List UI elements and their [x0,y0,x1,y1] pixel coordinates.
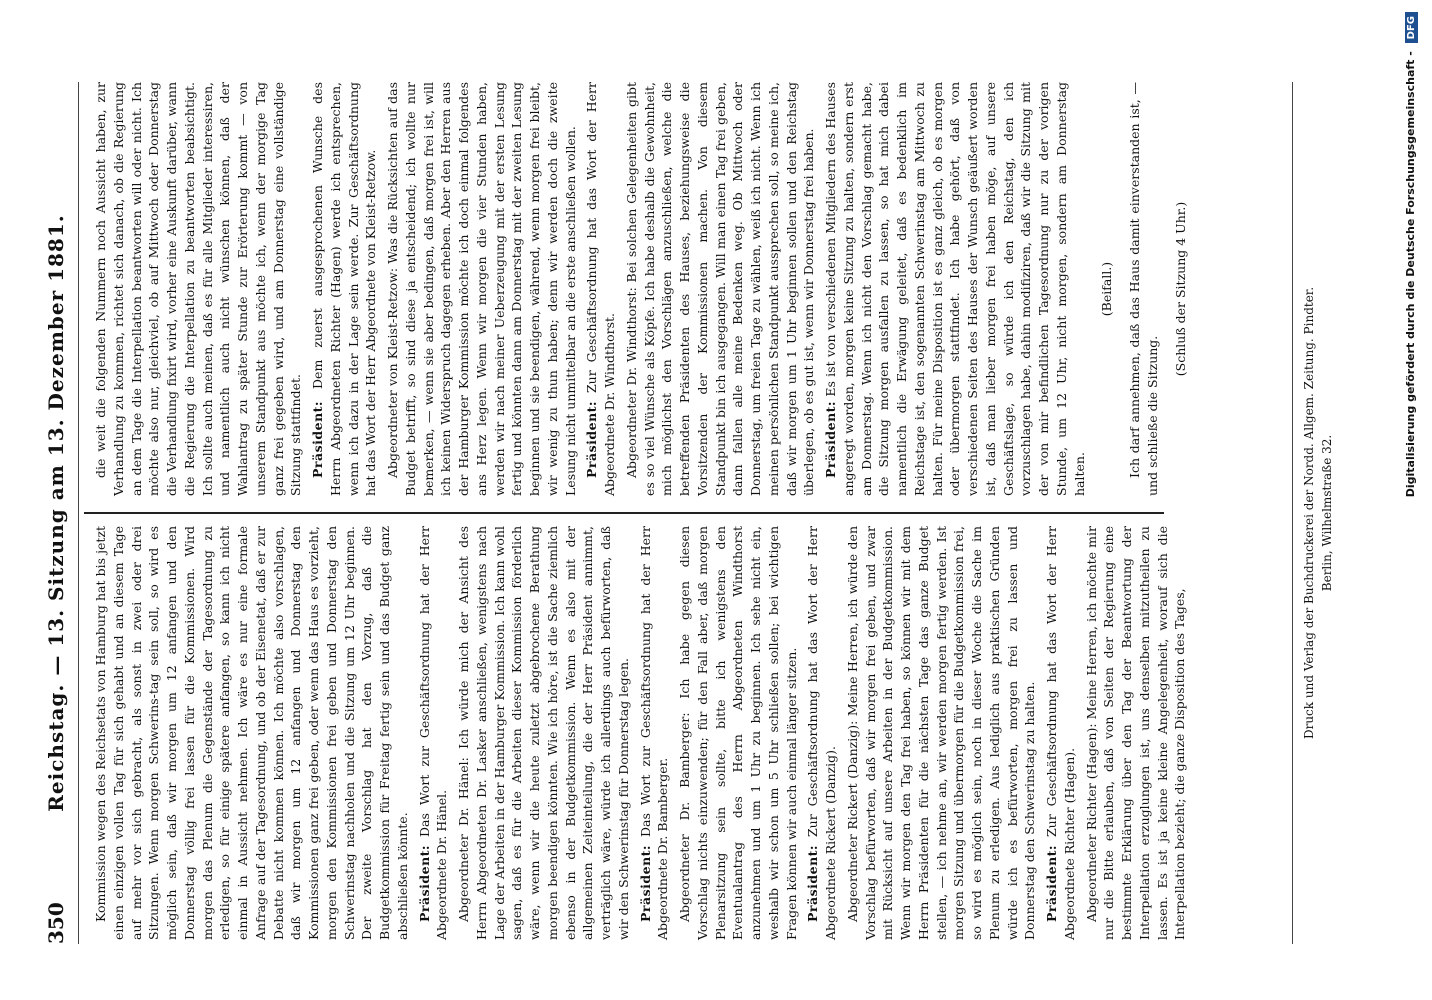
paragraph-text: Abgeordneter Dr. Windthorst: Bei solchen Gelegenheiten gibt es so viel Wünsche als Köpfe. Ich habe deshalb die Gewohnheit, mich möglichst den Vorschlägen anzuschließen, welche die betreffenden Präsidenten des Hauses, beziehungsweise die Vorsitzenden der Kommissionen machen. Von diesem Standpunkt bin ich ausgegangen. Will man einen Tag frei geben, dann fallen alle meine Bedenken weg. Ob Mittwoch oder Donnerstag, um freien Tage zu wählen, weiß ich nicht. Wenn ich meinen persönlichen Standpunkt aussprechen soll, so meine ich, daß wir morgen um 1 Uhr beginnen sollen und den Reichstag überlegen, ob es gut ist, wenn wir Donnerstag frei haben. [623,82,817,496]
paragraph [676,526,800,940]
right-column [92,82,1199,496]
digitization-notice [1404,0,1418,1000]
stage-direction [1098,82,1116,496]
paragraph [637,526,673,940]
paragraph [384,82,579,496]
paragraph [822,82,1088,496]
paragraph-text: Dem zuerst ausgesprochenen Wunsche des Herrn Abgeordneten Richter (Hagen) werde ich entsprechen, wenn ich dazu in der Lage sein werde. Zur Geschäftsordnung hat das Wort der Herr Abgeordnete von Kleist-Retzow. [310,82,379,496]
paragraph [1083,526,1190,940]
speaker-label: Präsident: [1044,844,1059,922]
paragraph [583,82,619,496]
imprint-line-1: Druck und Verlag der Buchdruckerei der Nordd. Allgem. Zeitung. Pindter. [1302,286,1316,740]
paragraph [92,526,412,940]
paragraph [92,82,305,496]
speaker-label: Präsident: [637,844,653,922]
page-number: 350 [44,902,68,944]
paragraph-text: (Schluß der Sitzung 4 Uhr.) [1172,201,1188,377]
stage-direction [1172,82,1190,496]
paragraph-text: (Beifall.) [1099,261,1115,317]
imprint-line-2: Berlin, Wilhelmstraße 32. [1320,434,1334,592]
speaker-label: Präsident: [310,400,325,478]
paragraph-text: Abgeordneter von Kleist-Retzow: Was die Rücksichten auf das Budget betrifft, so sind diese ja entscheidend; ich wollte nur bemerken, — wenn sie aber bedingen, daß morgen frei ist, will ich keinen Widerspruch dagegen erheben. Aber den Herren aus der Hamburger Kommission möchte ich doch einmal folgendes ans Herz legen. Wenn wir morgen die vier Stunden haben, werden wir nach meiner Ueberzeugung mit der ersten Lesung fertig und könnten dann am Donnerstag mit der zweiten Lesung beginnen und sie beendigen, während, wenn morgen frei bleibt, wir wenig zu thun haben; denn wir werden doch die zweite Lesung nicht unmittelbar an die erste anschließen wollen. [385,82,578,496]
dfg-notice-text: Digitalisierung gefördert durch die Deutsche Forschungsgemeinschaft - [1404,51,1417,498]
paragraph-text: Abgeordneter Richter (Hagen): Meine Herren, ich möchte mir nur die Bitte erlauben, daß von Seiten der Regierung eine bestimmte Erklärung über den Tag der Beantwortung der Interpellation erzuglungen ist, uns denselben mitzutheilen zu lassen. Es ist ja keine kleine Angelegenheit, worauf sich die Interpellation bezieht; die ganze Disposition des Tages, [1083,526,1188,940]
header-rule [78,82,79,944]
paragraph-text: Abgeordneter Rickert (Danzig): Meine Herren, ich würde den Vorschlag befürworten, daß wir morgen frei geben, und zwar mit Rücksicht auf unsere Arbeiten in der Budgetkommission. Wenn wir morgen den Tag frei haben, so können wir mit dem Herrn Präsidenten für die nächsten Tage das ganze Budget stellen, — ich nehme an, wir werden morgen fertig werden. Ist morgen Sitzung und übermorgen für die Budgetkommission frei, so wird es möglich sein, noch in dieser Woche die Sache im Plenum zu erledigen. Aus lediglich aus praktischen Gründen würde ich es befürworten, morgen frei zu lassen und Donnerstag den Schwerinstag zu halten. [844,526,1038,940]
speaker-label: Präsident: [584,400,600,478]
paragraph-text: Zur Geschäftsordnung hat das Wort der Herr Abgeordnete Richter (Hagen). [1044,526,1077,940]
column-divider [84,512,1164,514]
left-column [92,526,1193,940]
footer-rule [1292,82,1293,944]
running-title: Reichstag. — 13. Sitzung am 13. Dezember 1881. [44,214,68,812]
paragraph [455,526,633,940]
paragraph-text: Ich darf annehmen, daß das Haus damit einverstanden ist, — und schließe die Sitzung. [1127,82,1160,496]
paragraph [1126,82,1162,496]
paragraph [844,526,1039,940]
paragraph [309,82,380,496]
paragraph-text: Abgeordneter Dr. Bamberger: Ich habe gegen diesen Vorschlag nichts einzuwenden; für den Fall aber, daß morgen Plenarsitzung sein sollte, bitte ich wenigstens den Eventualantrag des Herrn Abgeordneten Windthorst anzunehmen und um 1 Uhr zu beginnen. Ich sehe nicht ein, weshalb wir schon um 5 Uhr schließen sollen; bei wichtigen Fragen können wir auch einmal länger sitzen. [677,526,799,940]
paragraph-text: Das Wort zur Geschäftsordnung hat der Herr Abgeordnete Dr. Hänel. [416,526,450,940]
speaker-label: Präsident: [805,844,821,922]
paragraph-text: Kommission wegen des Reichsetats von Hamburg hat bis jetzt einen einzigen vollen Tag für sich gehabt und an diesem Tage auf mehr vor sich gebracht, als sonst in zwei oder drei Sitzungen. Wenn morgen Schwerins-tag sein soll, so wird es möglich sein, daß wir morgen um 12 anfangen und den Donnerstag völlig frei lassen für die Kommissionen. Wird morgen das Plenum die Gegenstände der Tagesordnung zu erledigen, so für einige spätere anfangen, so kann ich nicht einmal in Aussicht nehmen. Ich wäre es nur eine formale Anfrage auf der Tagesordnung, und ob der Eisenetat, daß er zur Debatte nicht kommen können. Ich möchte also vorschlagen, daß wir morgen um 12 anfangen und Donnerstag den Kommissionen ganz frei geben, oder wenn das Haus es vorzieht, morgen den Kommissionen frei geben und Donnerstag den Schwerinstag nachholen und die Sitzung um 12 Uhr beginnen. Der zweite Vorschlag hat den Vorzug, daß die Budgetkommission für Freitag fertig sein und das Budget ganz abschließen könnte. [93,526,410,940]
speaker-label: Präsident: [416,844,432,922]
paragraph-text: Es ist von verschiedenen Mitgliedern des Hauses angeregt worden, morgen keine Sitzung zu halten, sondern erst am Donnerstag. Wenn ich nicht den Vorschlag gemacht habe, die Sitzung morgen ausfallen zu lassen, so hat mich dabei namentlich die Erwägung geleitet, daß es bedenklich im Reichstage ist, den sogenannten Schwerinstag am Mittwoch zu halten. Für meine Disposition ist es ganz gleich, ob es morgen oder übermorgen stattfindet. Ich habe gehört, daß von verschiedenen Seiten des Hauses der Wunsch geäußert worden ist, daß man lieber morgen frei haben möge, auf unsere Geschäftslage, so würde ich den Reichstag, den ich vorzuschlagen habe, dahin modifiziren, daß wir die Sitzung mit der von mir befindlichen Tagesordnung nur zu der vorigen Stunde, um 12 Uhr, nicht morgen, sondern am Donnerstag halten. [823,82,1087,496]
paragraph [804,526,840,940]
dfg-logo: DFG [1405,12,1418,43]
imprint [1300,82,1336,944]
speaker-label: Präsident: [823,400,838,478]
paragraph-text: Das Wort zur Geschäftsordnung hat der Herr Abgeordnete Dr. Bamberger. [637,526,671,940]
paragraph [623,82,818,496]
paragraph-text: Abgeordneter Dr. Hänel: Ich würde mich der Ansicht des Herrn Abgeordneten Dr. Lasker anschließen, wenigstens nach Lage der Arbeiten in der Hamburger Kommission. Ich kann wohl sagen, daß es für die Arbeiten dieser Kommission förderlich wäre, wenn wir die heute zuletzt abgebrochene Berathung morgen beendigen könnten. Wie ich höre, ist die Sache ziemlich ebenso in der Budgetkommission. Wenn es also mit der allgemeinen Zeiteinteilung, die der Herr Präsident annimmt, verträglich wäre, würde ich allerdings auch befürworten, daß wir den Schwerinstag für Donnerstag legen. [456,526,631,940]
paragraph-text: die weit die folgenden Nummern noch Aussicht haben, zur Verhandlung zu kommen, richtet sich danach, ob die Regierung an dem Tage die Interpellation beantworten will oder nicht. Ich möchte also nur, gleichviel, ob auf Mittwoch oder Donnerstag die Verhandlung fixirt wird, vorher eine Auskunft darüber, wann die Regierung die Interpellation zu beantworten beabsichtigt. Ich sollte auch meinen, daß es für alle Mitglieder interessiren, und namentlich auch nicht wünschen können, daß der Wahlantrag zu später Stunde zur Erörterung kommt — von unserem Standpunkt aus möchte ich, wenn der morgige Tag ganz frei gegeben wird, und am Donnerstag eine vollständige Sitzung stattfindet. [93,82,304,496]
paragraph [1043,526,1079,940]
paragraph-text: Zur Geschäftsordnung hat das Wort der Herr Abgeordnete Dr. Windthorst. [584,82,617,496]
paragraph [416,526,452,940]
page-header [40,82,74,944]
paragraph-text: Zur Geschäftsordnung hat das Wort der Herr Abgeordnete Rickert (Danzig). [805,526,838,940]
